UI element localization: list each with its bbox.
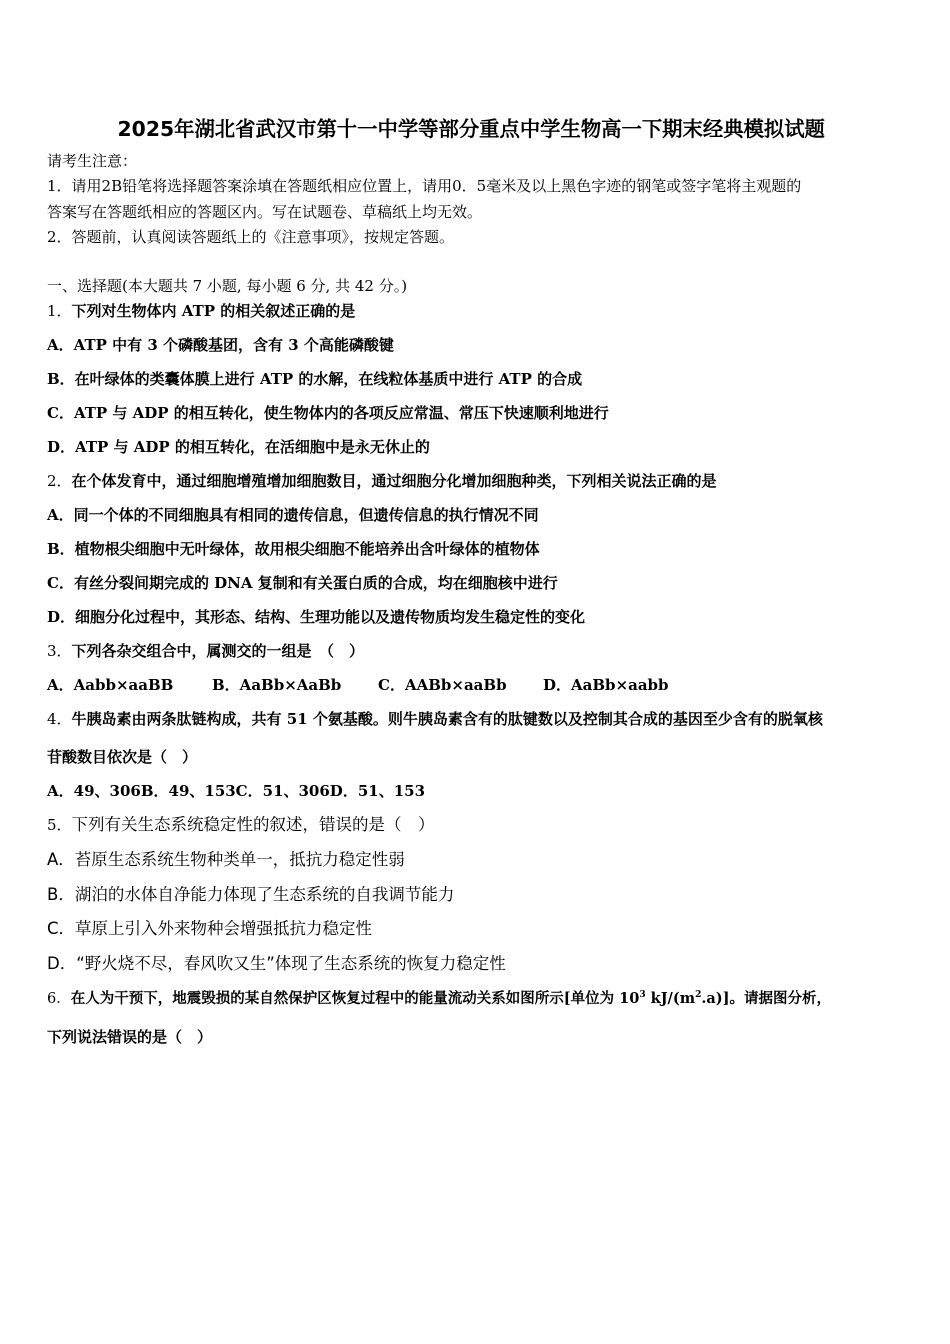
question-1-stem [47, 301, 355, 321]
question-2-stem [47, 471, 717, 491]
unit-exponent-2: 2 [695, 990, 702, 1001]
notice-item-1-line-2: 答案写在答题纸相应的答题区内。写在试题卷、草稿纸上均无效。 [47, 203, 483, 221]
question-1-option-b: B．在叶绿体的类囊体膜上进行 ATP 的水解，在线粒体基质中进行 ATP 的合成 [47, 370, 583, 388]
question-text: 在个体发育中，通过细胞增殖增加细胞数目，通过细胞分化增加细胞种类，下列相关说法正确的是 [71, 472, 717, 490]
question-6-stem-line-2: 下列说法错误的是（ ） [47, 1028, 213, 1046]
question-5-option-d: D．“野火烧不尽，春风吹又生”体现了生态系统的恢复力稳定性 [47, 954, 506, 973]
question-number: 4． [47, 710, 72, 728]
question-1-option-d: D．ATP 与 ADP 的相互转化，在活细胞中是永无休止的 [47, 438, 430, 456]
question-6-stem-line-1 [47, 989, 831, 1009]
question-number: 5． [47, 816, 72, 834]
question-number: 2． [47, 472, 72, 490]
question-5-option-b: B．湖泊的水体自净能力体现了生态系统的自我调节能力 [47, 885, 455, 904]
question-3-stem [47, 641, 364, 661]
question-text-part-2: kJ/(m [645, 990, 696, 1007]
question-text: 下列各杂交组合中，属测交的一组是 （ ） [71, 642, 365, 660]
page-title: 2025年湖北省武汉市第十一中学等部分重点中学生物高一下期末经典模拟试题 [117, 117, 825, 141]
unit-exponent-3: 3 [639, 990, 646, 1001]
question-1-option-c: C．ATP 与 ADP 的相互转化，使生物体内的各项反应常温、常压下快速顺利地进行 [47, 404, 609, 422]
question-4-options: A．49、306B．49、153C．51、306D．51、153 [47, 782, 426, 800]
question-number: 1． [47, 302, 72, 320]
question-3-option-a: A．Aabb×aaBB [47, 676, 174, 694]
notice-item-1-line-1: 1．请用2B铅笔将选择题答案涂填在答题纸相应位置上，请用0．5毫米及以上黑色字迹的钢笔或签字笔将主观题的 [47, 177, 802, 195]
question-number: 6． [47, 991, 71, 1007]
question-5-option-c: C．草原上引入外来物种会增强抵抗力稳定性 [47, 919, 373, 938]
notice-item-2: 2．答题前，认真阅读答题纸上的《注意事项》，按规定答题。 [47, 228, 455, 246]
question-1-option-a: A．ATP 中有 3 个磷酸基团，含有 3 个高能磷酸键 [47, 336, 394, 354]
question-text: 下列对生物体内 ATP 的相关叙述正确的是 [71, 302, 356, 320]
question-4-stem-line-2: 苷酸数目依次是（ ） [47, 748, 198, 766]
notice-heading: 请考生注意： [47, 152, 138, 170]
question-3-option-c: C．AABb×aaBb [378, 676, 507, 694]
question-5-stem [47, 815, 435, 835]
question-2-option-b: B．植物根尖细胞中无叶绿体，故用根尖细胞不能培养出含叶绿体的植物体 [47, 540, 540, 558]
question-text-part-3: .a)]。请据图分析， [701, 990, 831, 1007]
question-3-options [47, 675, 669, 695]
question-2-option-c: C．有丝分裂间期完成的 DNA 复制和有关蛋白质的合成，均在细胞核中进行 [47, 574, 558, 592]
question-2-option-d: D．细胞分化过程中，其形态、结构、生理功能以及遗传物质均发生稳定性的变化 [47, 608, 586, 626]
question-3-option-d: D．AaBb×aabb [543, 676, 669, 694]
question-5-option-a: A．苔原生态系统生物种类单一，抵抗力稳定性弱 [47, 850, 405, 869]
question-text: 下列有关生态系统稳定性的叙述，错误的是（ ） [71, 815, 435, 834]
section-heading: 一、选择题(本大题共 7 小题, 每小题 6 分, 共 42 分。) [47, 277, 408, 295]
question-text-part-1: 在人为干预下，地震毁损的某自然保护区恢复过程中的能量流动关系如图所示[单位为 10 [70, 990, 640, 1007]
question-2-option-a: A．同一个体的不同细胞具有相同的遗传信息，但遗传信息的执行情况不同 [47, 506, 539, 524]
question-text: 牛胰岛素由两条肽链构成，共有 51 个氨基酸。则牛胰岛素含有的肽键数以及控制其合成的基因至少含有的脱氧核 [71, 710, 823, 728]
question-number: 3． [47, 642, 72, 660]
question-3-option-b: B．AaBb×AaBb [212, 676, 342, 694]
question-4-stem-line-1 [47, 709, 823, 729]
